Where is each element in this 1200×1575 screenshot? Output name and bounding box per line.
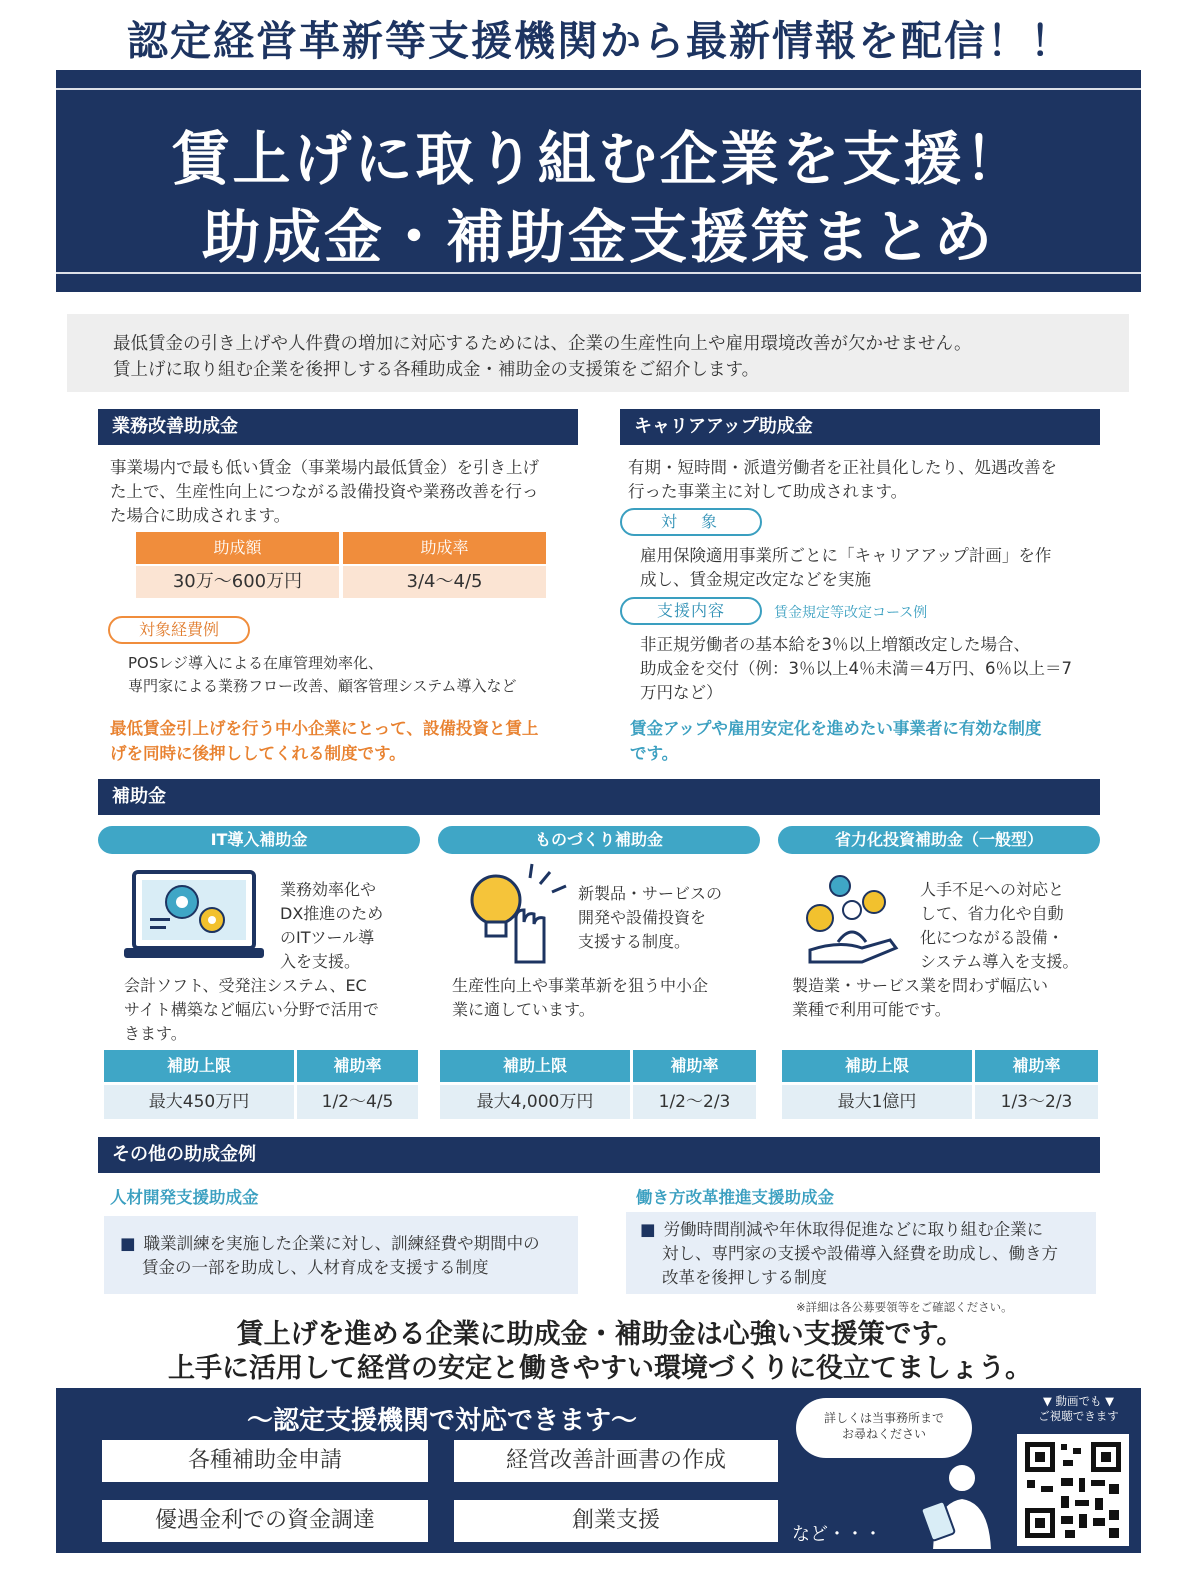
section-heading-gyomu: 業務改善助成金: [98, 409, 578, 445]
intro-box: [67, 314, 1129, 392]
bubble-line: お尋ねください: [841, 1427, 926, 1441]
laptop-gears-icon: [122, 866, 272, 966]
gyomu-example-line: 専門家による業務フロー改善、顧客管理システム導入など: [128, 677, 517, 695]
shoryokuka-table-header: 補助率: [975, 1050, 1098, 1082]
service-preferential-financing: 優遇金利での資金調達: [102, 1500, 428, 1542]
career-highlight: [630, 716, 1100, 766]
person-gears-icon: [800, 870, 910, 966]
shoryokuka-card-title: 省力化投資補助金（一般型）: [778, 826, 1100, 854]
monozukuri-card-title: ものづくり補助金: [438, 826, 760, 854]
career-desc-line: 有期・短時間・派遣労働者を正社員化したり、処遇改善を: [628, 458, 1057, 477]
intro-line2: 賃上げに取り組む企業を後押しする各種助成金・補助金の支援策をご紹介します。: [113, 360, 760, 380]
others-left-box: [104, 1216, 578, 1294]
square-bullet-icon: ■: [640, 1220, 656, 1239]
it-side-line: 入を支援。: [280, 952, 361, 971]
video-note-line: ご視聴できます: [1038, 1409, 1119, 1423]
shoryokuka-card-table: [782, 1050, 1098, 1119]
career-support-line: 助成金を交付（例：3％以上4％未満＝4万円、6％以上＝7: [640, 659, 1072, 678]
square-bullet-icon: ■: [120, 1234, 136, 1253]
career-support-line: 万円など）: [640, 683, 723, 702]
shoryokuka-side-line: システム導入を支援。: [920, 952, 1079, 971]
others-left-line: 職業訓練を実施した企業に対し、訓練経費や期間中の: [143, 1234, 540, 1253]
career-target-line: 雇用保険適用事業所ごとに「キャリアアップ計画」を作: [640, 546, 1052, 565]
qr-code[interactable]: [1017, 1434, 1129, 1546]
it-table-header: 補助上限: [104, 1050, 294, 1082]
shoryokuka-table-value: 1/3～2/3: [975, 1085, 1098, 1119]
career-support-label: 支援内容: [620, 597, 762, 625]
monozukuri-table-header: 補助上限: [440, 1050, 630, 1082]
others-left-line: 賃金の一部を助成し、人材育成を支援する制度: [142, 1258, 489, 1277]
shoryokuka-card-body: [792, 974, 1092, 1022]
gyomu-highlight-line: 最低賃金引上げを行う中小企業にとって、設備投資と賃上: [110, 719, 539, 738]
career-desc-line: 行った事業主に対して助成されます。: [628, 482, 908, 501]
gyomu-description: [110, 456, 580, 528]
lightbulb-hand-icon: [462, 862, 572, 966]
gyomu-table-header: 助成率: [343, 532, 546, 564]
career-target-text: [640, 544, 1100, 592]
career-support-text: [640, 633, 1100, 705]
it-table-value: 最大450万円: [104, 1085, 294, 1119]
closing-line1: 賃上げを進める企業に助成金・補助金は心強い支援策です。: [236, 1319, 964, 1350]
career-highlight-line: 賃金アップや雇用安定化を進めたい事業者に有効な制度: [630, 719, 1042, 738]
it-table-header: 補助率: [297, 1050, 418, 1082]
career-support-note: 賃金規定等改定コース例: [774, 605, 928, 621]
intro-line1: 最低賃金の引き上げや人件費の増加に対応するためには、企業の生産性向上や雇用環境改善が欠かせません。: [113, 334, 972, 354]
bubble-line: 詳しくは当事務所まで: [823, 1411, 944, 1425]
closing-message: [0, 1318, 1200, 1386]
others-left-text: [120, 1232, 570, 1280]
monozukuri-side-line: 開発や設備投資を: [578, 908, 707, 927]
others-right-title: 働き方改革推進支援助成金: [636, 1188, 834, 1207]
closing-line2: 上手に活用して経営の安定と働きやすい環境づくりに役立てましょう。: [168, 1353, 1032, 1384]
it-body-line: 会計ソフト、受発注システム、EC: [124, 976, 367, 995]
shoryokuka-side-line: して、省力化や自動: [920, 904, 1064, 923]
others-right-box: [626, 1212, 1096, 1294]
person-tablet-icon: [906, 1458, 1006, 1550]
monozukuri-table-value: 1/2～2/3: [633, 1085, 756, 1119]
gyomu-example-text: [128, 652, 588, 698]
it-side-line: のITツール導: [280, 928, 375, 947]
section-heading-others: その他の助成金例: [98, 1137, 1100, 1173]
section-heading-career: キャリアアップ助成金: [620, 409, 1100, 445]
it-card-table: [104, 1050, 418, 1119]
shoryokuka-side-line: 人手不足への対応と: [920, 880, 1065, 899]
band-etc: など・・・: [792, 1524, 882, 1545]
gyomu-table-value: 3/4～4/5: [343, 566, 546, 598]
monozukuri-table-value: 最大4,000万円: [440, 1085, 630, 1119]
hero-banner: [56, 70, 1141, 292]
career-support-line: 非正規労働者の基本給を3％以上増額改定した場合、: [640, 635, 1030, 654]
hero-title-line1: 賃上げに取り組む企業を支援！: [171, 125, 1026, 193]
video-note-line: ▼ 動画でも ▼: [1043, 1394, 1114, 1408]
others-right-text: [640, 1218, 1092, 1290]
career-target-line: 成し、賃金規定改定などを実施: [640, 570, 871, 589]
gyomu-desc-line: た上で、生産性向上につながる設備投資や業務改善を行っ: [110, 482, 539, 501]
shoryokuka-card-side-text: [920, 878, 1100, 974]
shoryokuka-body-line: 業種で利用可能です。: [792, 1000, 951, 1019]
video-note: [1026, 1394, 1131, 1424]
service-subsidy-application: 各種補助金申請: [102, 1440, 428, 1482]
bottom-band: [56, 1388, 1141, 1553]
gyomu-desc-line: 事業場内で最も低い賃金（事業場内最低賃金）を引き上げ: [110, 458, 539, 477]
shoryokuka-table-header: 補助上限: [782, 1050, 972, 1082]
others-right-line: 対し、専門家の支援や設備導入経費を助成し、働き方: [662, 1244, 1058, 1263]
gyomu-highlight-line: げを同時に後押ししてくれる制度です。: [110, 744, 406, 763]
monozukuri-body-line: 生産性向上や事業革新を狙う中小企: [452, 976, 709, 995]
it-card-side-text: [280, 878, 420, 974]
monozukuri-card-side-text: [578, 882, 758, 954]
it-body-line: きます。: [124, 1024, 187, 1043]
it-body-line: サイト構築など幅広い分野で活用で: [124, 1000, 379, 1019]
gyomu-desc-line: た場合に助成されます。: [110, 506, 291, 525]
gyomu-table: [136, 532, 546, 598]
footnote: ※詳細は各公募要領等をご確認ください。: [796, 1300, 1013, 1314]
gyomu-table-header: 助成額: [136, 532, 339, 564]
others-right-line: 労働時間削減や年休取得促進などに取り組む企業に: [663, 1220, 1044, 1239]
it-side-line: DX推進のため: [280, 904, 384, 923]
top-headline: 認定経営革新等支援機関から最新情報を配信！！: [127, 17, 1073, 65]
band-title: ～認定支援機関で対応できます～: [246, 1406, 637, 1436]
monozukuri-card-body: [452, 974, 752, 1022]
career-description: [628, 456, 1098, 504]
section-heading-hojokin: 補助金: [98, 779, 1100, 815]
monozukuri-body-line: 業に適しています。: [452, 1000, 595, 1019]
others-left-title: 人材開発支援助成金: [110, 1188, 259, 1207]
monozukuri-card-table: [440, 1050, 756, 1119]
service-management-plan: 経営改善計画書の作成: [454, 1440, 778, 1482]
it-card-body: [124, 974, 424, 1046]
gyomu-example-line: POSレジ導入による在庫管理効率化、: [128, 654, 384, 672]
monozukuri-side-line: 新製品・サービスの: [578, 884, 723, 903]
it-card-title: IT導入補助金: [98, 826, 420, 854]
hero-stripe: [56, 88, 1141, 90]
shoryokuka-side-line: 化につながる設備・: [920, 928, 1064, 947]
career-highlight-line: です。: [630, 744, 679, 763]
shoryokuka-table-value: 最大1億円: [782, 1085, 972, 1119]
speech-bubble: [796, 1398, 972, 1458]
it-table-value: 1/2～4/5: [297, 1085, 418, 1119]
others-right-line: 改革を後押しする制度: [662, 1268, 827, 1287]
shoryokuka-body-line: 製造業・サービス業を問わず幅広い: [792, 976, 1049, 995]
monozukuri-table-header: 補助率: [633, 1050, 756, 1082]
it-side-line: 業務効率化や: [280, 880, 377, 899]
hero-title-line2: 助成金・補助金支援策まとめ: [201, 203, 995, 271]
career-target-label: 対 象: [620, 508, 762, 536]
service-startup-support: 創業支援: [454, 1500, 778, 1542]
gyomu-table-value: 30万～600万円: [136, 566, 339, 598]
monozukuri-side-line: 支援する制度。: [578, 932, 691, 951]
gyomu-highlight: [110, 716, 590, 766]
gyomu-example-label: 対象経費例: [108, 616, 250, 644]
